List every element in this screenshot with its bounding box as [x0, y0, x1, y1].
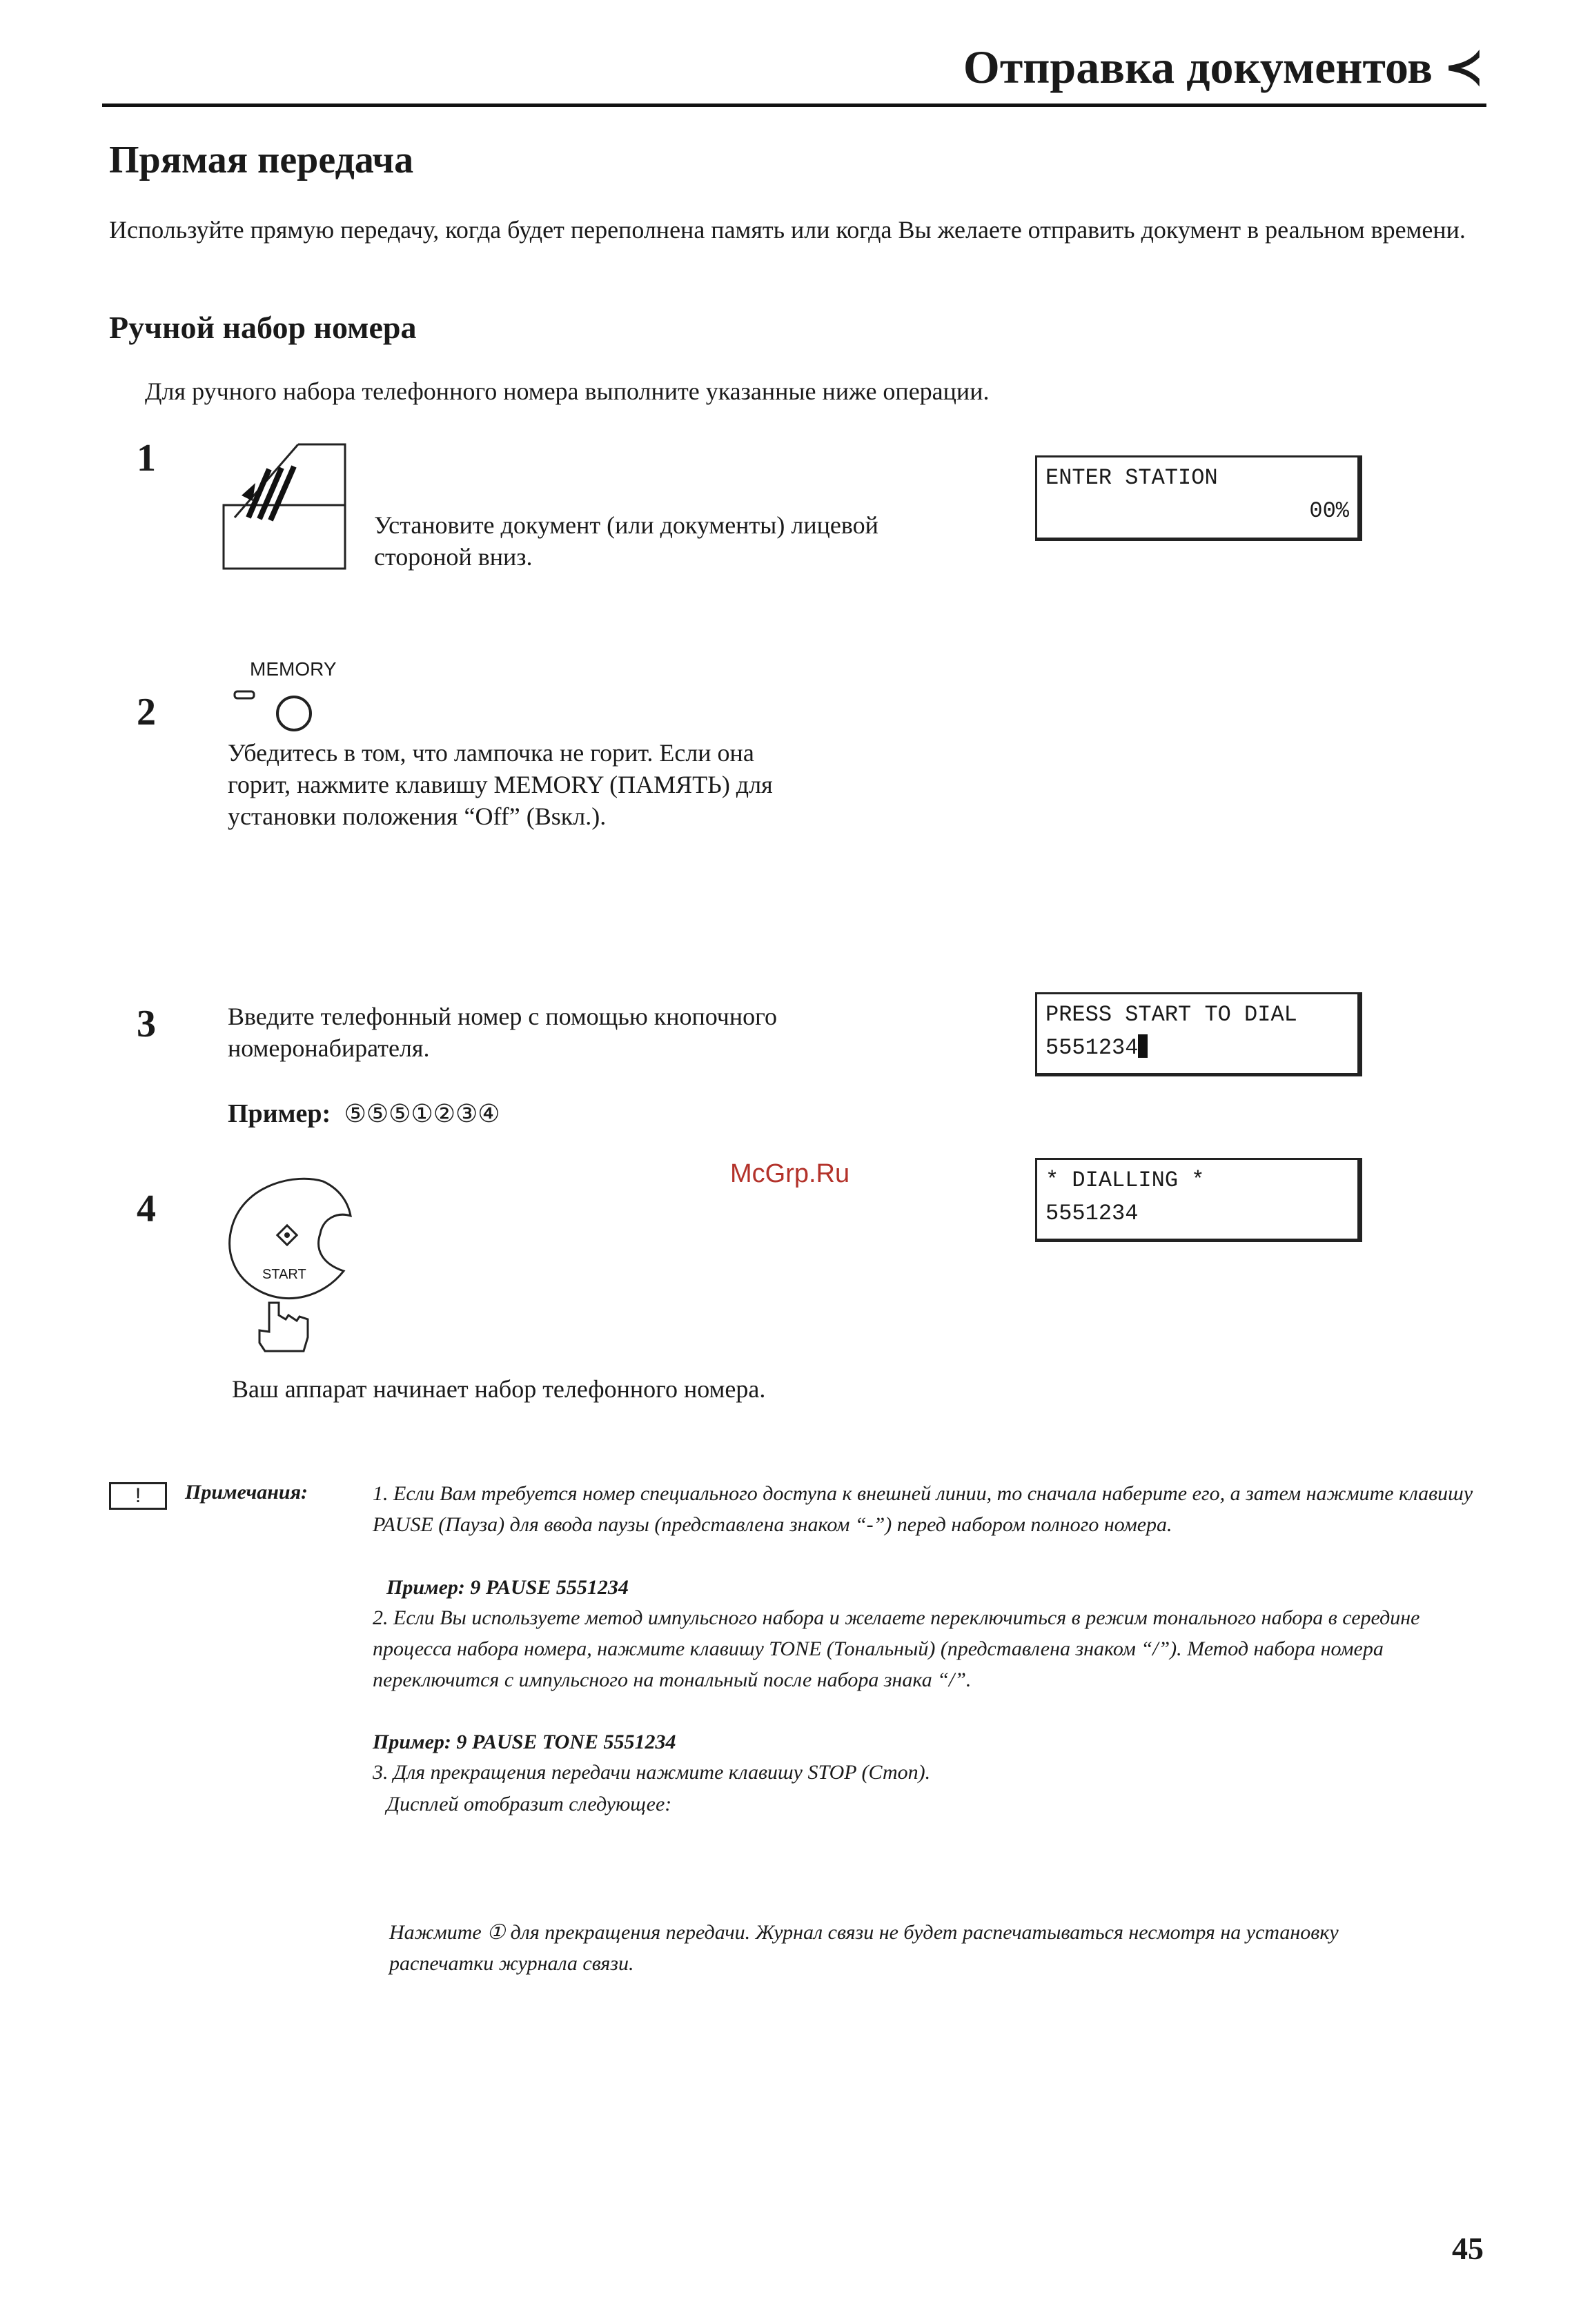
page-number: 45: [1452, 2231, 1484, 2266]
lcd-display-step-3: [1035, 992, 1362, 1076]
note-2-example: Пример: 9 PAUSE TONE 5551234: [373, 1731, 676, 1753]
lcd-display-step-4: [1035, 1158, 1362, 1242]
lcd-line-2: 5551234: [1045, 1035, 1139, 1061]
step-3-text: Введите телефонный номер с помощью кнопочного номеронабирателя.: [228, 1003, 778, 1062]
note-1: 1. Если Вам требуется номер специального доступа к внешней линии, то сначала наберите его, а затем нажмите клавишу PAUSE (Пауза) для ввода паузы (представлена знаком “-”) перед набором полного номера.: [373, 1482, 1473, 1536]
note-2: 2. Если Вы используете метод импульсного набора и желаете переключиться в режим тонального набора в середине процесса набора номера, нажмите клавишу TONE (Тональный) (представлена знаком “/”). Метод набора номера переключится с импульсного на тональный после набора знака “/”.: [373, 1606, 1420, 1691]
document-feed-icon: [221, 442, 352, 573]
lcd-display-step-1: [1035, 455, 1362, 541]
step-4-text: Ваш аппарат начинает набор телефонного номера.: [232, 1375, 766, 1403]
running-header-title: Отправка документов ≺: [963, 41, 1484, 93]
example-label: Пример:: [228, 1099, 331, 1128]
notes-label: Примечания:: [185, 1481, 308, 1504]
step-1-text: Установите документ (или документы) лицевой стороной вниз.: [374, 511, 878, 571]
note-3: 3. Для прекращения передачи нажмите клавишу STOP (Стоп).: [373, 1761, 931, 1784]
section-title: Прямая передача: [109, 139, 414, 181]
memory-key-label: MEMORY: [250, 658, 337, 680]
step-3-number: 3: [137, 1003, 156, 1045]
example-digits: ⑤⑤⑤①②③④: [344, 1100, 500, 1128]
notes-footer: Нажмите ① для прекращения передачи. Журнал связи не будет распечатываться несмотря на установку распечатки журнала связи.: [389, 1921, 1339, 1975]
lcd-line-2: 5551234: [1045, 1201, 1139, 1226]
step-2-number: 2: [137, 691, 156, 733]
lcd-line-2: 00%: [1309, 498, 1349, 524]
subsection-lead: Для ручного набора телефонного номера выполните указанные ниже операции.: [145, 377, 990, 405]
subsection-title: Ручной набор номера: [109, 310, 417, 345]
note-1-example: Пример: 9 PAUSE 5551234: [386, 1576, 629, 1599]
step-1-number: 1: [137, 437, 156, 480]
start-key-label: START: [262, 1267, 306, 1282]
lcd-line-1: * DIALLING *: [1045, 1168, 1205, 1193]
lcd-line-1: PRESS START TO DIAL: [1045, 1002, 1297, 1027]
lcd-cursor: [1138, 1034, 1148, 1058]
step-2-text: Убедитесь в том, что лампочка не горит. Если она горит, нажмите клавишу MEMORY (ПАМЯТЬ) для установки положения “Off” (Bsкл.).: [228, 739, 773, 830]
start-key-icon: [219, 1174, 364, 1354]
watermark: McGrp.Ru: [730, 1159, 850, 1188]
header-rule: [102, 104, 1486, 107]
note-3-sub: Дисплей отобразит следующее:: [386, 1793, 672, 1815]
step-3-example: [228, 1099, 500, 1129]
section-intro: Используйте прямую передачу, когда будет переполнена память или когда Вы желаете отправить документ в реальном времени.: [109, 216, 1466, 244]
memory-key-icon: [232, 685, 322, 733]
notes-badge: !: [109, 1482, 167, 1510]
step-4-number: 4: [137, 1188, 156, 1230]
lcd-line-1: ENTER STATION: [1045, 465, 1218, 491]
